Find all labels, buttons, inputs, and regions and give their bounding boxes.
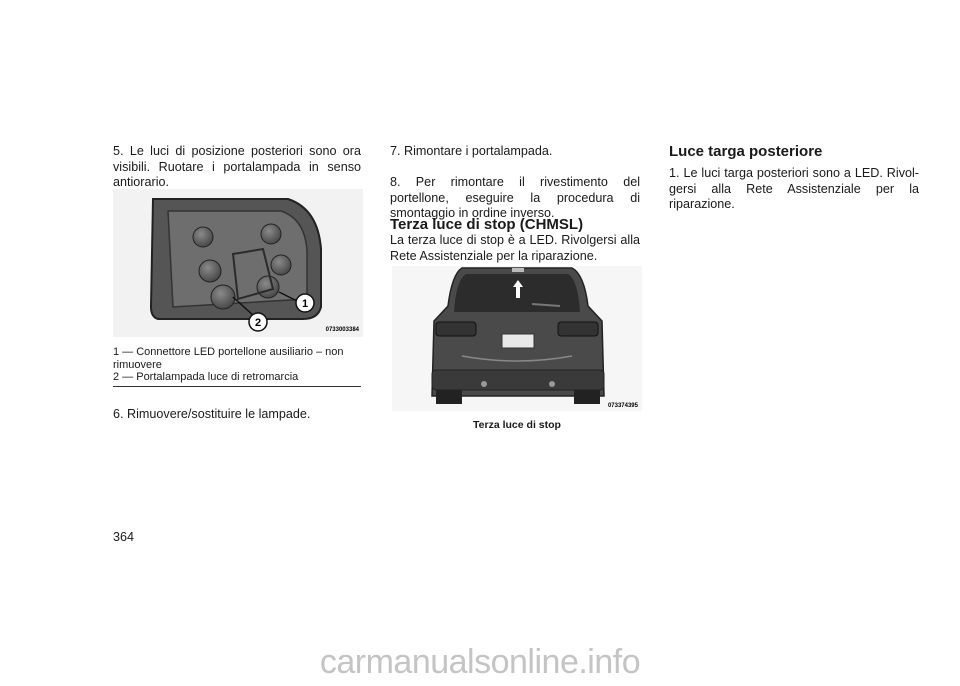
callout-2-label: 2 bbox=[254, 317, 262, 329]
legend-divider bbox=[113, 386, 361, 387]
tail-lamp-figure bbox=[113, 189, 363, 337]
rear-vehicle-illustration bbox=[392, 266, 642, 411]
rear-vehicle-figure bbox=[392, 266, 642, 411]
third-brake-light bbox=[512, 268, 524, 272]
license-lamp-body: 1. Le luci targa posteriori sono a LED. Rivolgersi alla Rete Assistenziale per la riparazione. bbox=[669, 166, 919, 211]
legend-item-2: 2 — Portalampada luce di retromarcia bbox=[113, 371, 299, 383]
chmsl-body: La terza luce di stop è a LED. Rivolgersi alla Rete Assistenziale per la riparazione. bbox=[390, 233, 640, 263]
step-6-text: 6. Rimuovere/sostituire le lampade. bbox=[113, 407, 311, 421]
page-number: 364 bbox=[113, 530, 135, 544]
figure-2-code: 073374395 bbox=[607, 403, 638, 409]
license-lamp-heading: Luce targa posteriore bbox=[669, 143, 823, 160]
callout-1-label: 1 bbox=[301, 298, 309, 310]
tail-lamp-illustration bbox=[113, 189, 363, 337]
legend-item-1: 1 — Connettore LED portellone ausiliario – non rimuovere bbox=[113, 346, 344, 371]
watermark: carmanualsonline.info bbox=[319, 643, 641, 681]
step-8-text: 8. Per rimontare il rivestimento del portellone, eseguire la procedura di smontaggio in ordine inverso. bbox=[390, 175, 640, 220]
figure-1-code: 0733003384 bbox=[325, 327, 359, 333]
figure-2-caption: Terza luce di stop bbox=[473, 419, 561, 431]
step-7-text: 7. Rimontare i portalampada. bbox=[390, 144, 553, 158]
chmsl-heading: Terza luce di stop (CHMSL) bbox=[390, 216, 584, 233]
step-5-text: 5. Le luci di posizione posteriori sono ora visibili. Ruotare i portalampada in senso antiorario. bbox=[113, 144, 361, 189]
